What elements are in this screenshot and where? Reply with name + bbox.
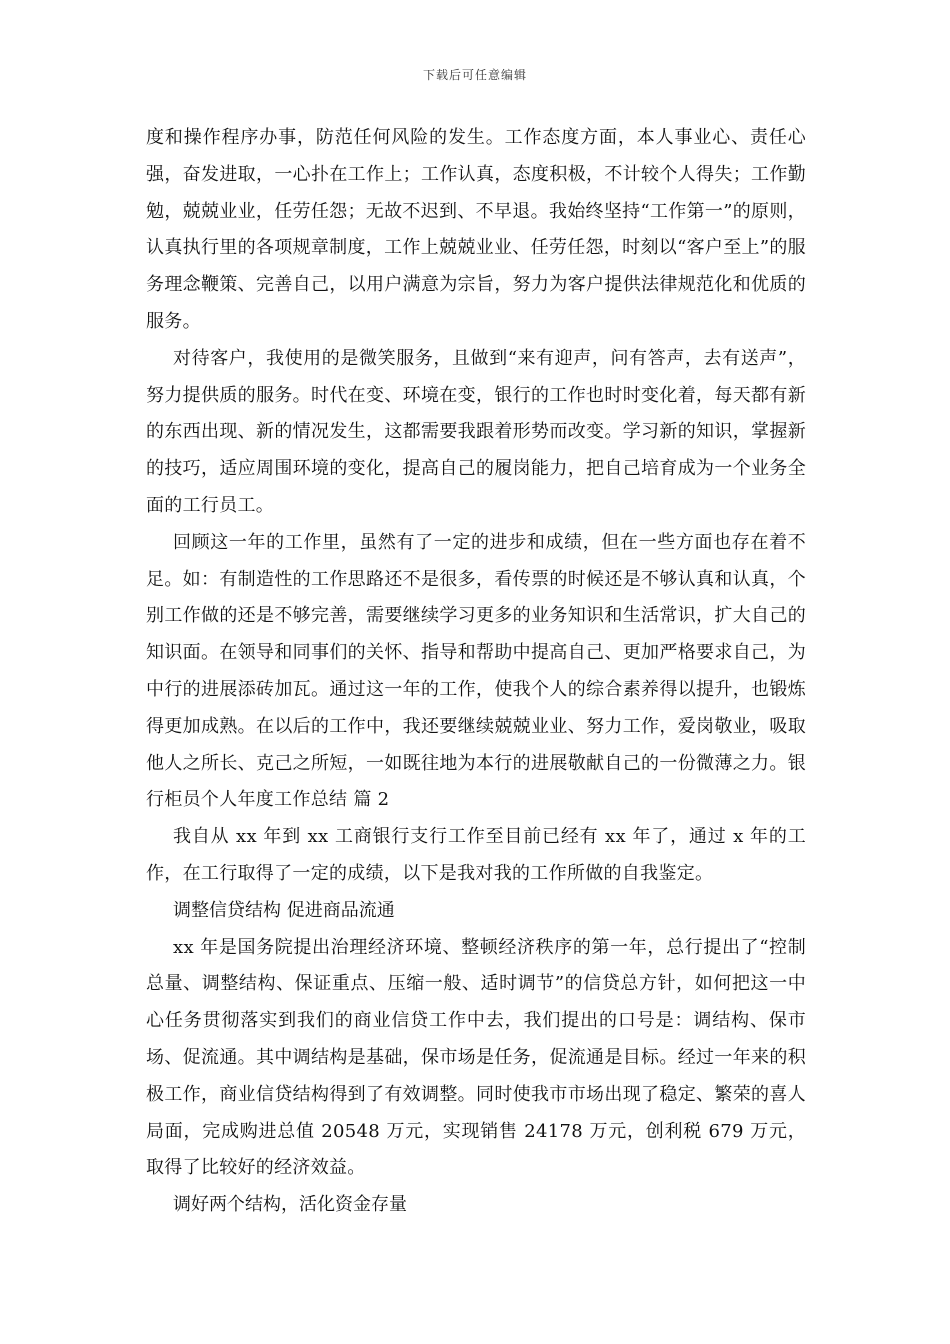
- page-header: 下载后可任意编辑: [422, 68, 527, 82]
- document-body: [146, 120, 806, 1224]
- section-heading-fund-structure: 调好两个结构，活化资金存量: [173, 1194, 407, 1216]
- paragraph-credit-policy: xx 年是国务院提出治理经济环境、整顿经济秩序的第一年，总行提出了“控制总量、调整结构、保证重点、压缩一般、适时调节”的信贷总方针，如何把这一中心任务贯彻落实到我们的商业信贷工作中去，我们提出的口号是：调结构、保市场、促流通。其中调结构是基础，保市场是任务，促流通是目标。经过一年来的积极工作，商业信贷结构得到了有效调整。同时使我市市场出现了稳定、繁荣的喜人局面，完成购进总值 20548 万元，实现销售 24178 万元，创利税 679 万元，取得了比较好的经济效益。: [146, 936, 806, 1179]
- paragraph-customer-service: 对待客户，我使用的是微笑服务，且做到“来有迎声，问有答声，去有送声”，努力提供质的服务。时代在变、环境在变，银行的工作也时时变化着，每天都有新的东西出现、新的情况发生，这都需要我跟着形势而改变。学习新的知识，掌握新的技巧，适应周围环境的变化，提高自己的履岗能力，把自己培育成为一个业务全面的工行员工。: [146, 347, 806, 516]
- paragraph-continuation: 度和操作程序办事，防范任何风险的发生。工作态度方面，本人事业心、责任心强，奋发进取，一心扑在工作上；工作认真，态度积极，不计较个人得失；工作勤勉，兢兢业业，任劳任怨；无故不迟到、不早退。我始终坚持“工作第一”的原则，认真执行里的各项规章制度，工作上兢兢业业、任劳任怨，时刻以“客户至上”的服务理念鞭策、完善自己，以用户满意为宗旨，努力为客户提供法律规范化和优质的服务。: [146, 127, 806, 332]
- paragraph-intro: 我自从 xx 年到 xx 工商银行支行工作至目前已经有 xx 年了，通过 x 年的工作，在工行取得了一定的成绩，以下是我对我的工作所做的自我鉴定。: [146, 826, 806, 884]
- paragraph-review: 回顾这一年的工作里，虽然有了一定的进步和成绩，但在一些方面也存在着不足。如：有制造性的工作思路还不是很多，看传票的时候还是不够认真和认真，个别工作做的还是不够完善，需要继续学习更多的业务知识和生活常识，扩大自己的知识面。在领导和同事们的关怀、指导和帮助中提高自己、更加严格要求自己，为中行的进展添砖加瓦。通过这一年的工作，使我个人的综合素养得以提升，也锻炼得更加成熟。在以后的工作中，我还要继续兢兢业业、努力工作，爱岗敬业，吸取他人之所长、克己之所短，一如既往地为本行的进展敬献自己的一份微薄之力。银行柜员个人年度工作总结 篇 2: [146, 531, 806, 811]
- section-heading-credit-structure: 调整信贷结构 促进商品流通: [173, 899, 395, 921]
